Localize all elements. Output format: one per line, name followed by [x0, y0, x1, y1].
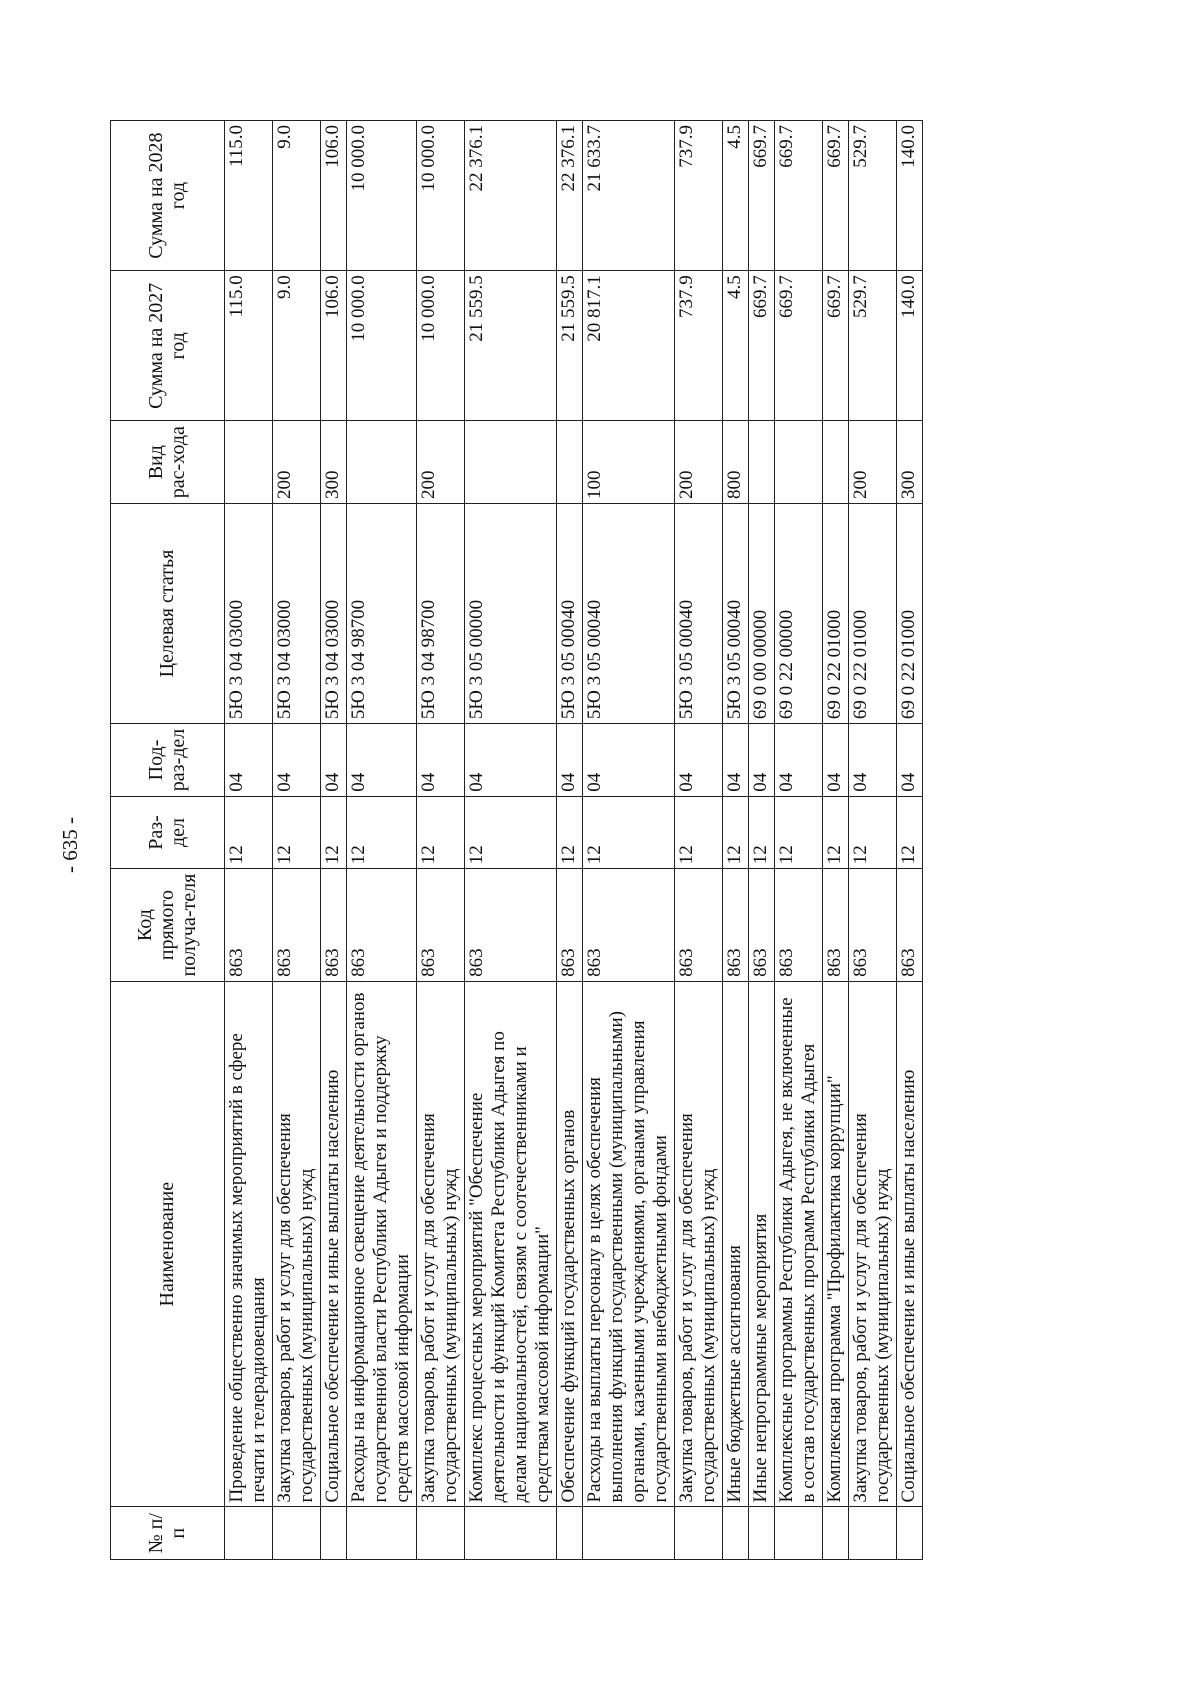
table-row [347, 121, 417, 1560]
header-row [111, 121, 225, 1560]
cell-recipient: 863 [321, 869, 347, 982]
page-number: - 635 - [58, 817, 82, 873]
cell-recipient: 863 [775, 869, 823, 982]
cell-recipient: 863 [273, 869, 321, 982]
cell-section: 12 [321, 796, 347, 869]
cell-section: 12 [417, 796, 465, 869]
cell-num [583, 1507, 675, 1560]
header-sum-2028: Сумма на 2028 год [111, 121, 225, 271]
cell-expense [225, 421, 273, 504]
cell-subsection: 04 [225, 724, 273, 797]
cell-sum-2028: 106.0 [321, 121, 347, 271]
cell-recipient: 863 [723, 869, 749, 982]
cell-target: 69 0 00 00000 [749, 503, 775, 723]
cell-name: Проведение общественно значимых мероприятий в сфере печати и телерадиовещания [225, 981, 273, 1507]
cell-name: Комплекс процессных мероприятий "Обеспечение деятельности и функций Комитета Республики Адыгея по делам национальностей, связям с соотечественниками и средствам массовой информации" [465, 981, 557, 1507]
cell-expense [347, 421, 417, 504]
header-target: Целевая статья [111, 503, 225, 723]
cell-sum-2027: 669.7 [775, 271, 823, 421]
header-name: Наименование [111, 981, 225, 1507]
cell-recipient: 863 [823, 869, 849, 982]
cell-target: 5Ю 3 04 03000 [225, 503, 273, 723]
cell-expense [557, 421, 583, 504]
cell-name: Комплексная программа "Профилактика коррупции" [823, 981, 849, 1507]
table-row [723, 121, 749, 1560]
cell-subsection: 04 [849, 724, 897, 797]
cell-sum-2028: 10 000.0 [347, 121, 417, 271]
cell-num [273, 1507, 321, 1560]
cell-num [823, 1507, 849, 1560]
header-section: Раз-дел [111, 796, 225, 869]
cell-sum-2028: 669.7 [775, 121, 823, 271]
cell-name: Закупка товаров, работ и услуг для обеспечения государственных (муниципальных) нужд [849, 981, 897, 1507]
cell-expense [775, 421, 823, 504]
cell-target: 5Ю 3 04 98700 [417, 503, 465, 723]
table-row [675, 121, 723, 1560]
cell-expense [465, 421, 557, 504]
cell-name: Расходы на выплаты персоналу в целях обеспечения выполнения функций государственными (муниципальными) органами, казенными учреждениями, органами управления государственными внебюджетными фондами [583, 981, 675, 1507]
cell-sum-2027: 737.9 [675, 271, 723, 421]
cell-section: 12 [775, 796, 823, 869]
cell-subsection: 04 [417, 724, 465, 797]
cell-sum-2027: 115.0 [225, 271, 273, 421]
cell-target: 5Ю 3 04 03000 [321, 503, 347, 723]
cell-sum-2028: 669.7 [823, 121, 849, 271]
cell-num [723, 1507, 749, 1560]
cell-num [347, 1507, 417, 1560]
cell-num [897, 1507, 923, 1560]
cell-sum-2027: 21 559.5 [465, 271, 557, 421]
cell-target: 69 0 22 01000 [897, 503, 923, 723]
cell-target: 69 0 22 00000 [775, 503, 823, 723]
cell-recipient: 863 [417, 869, 465, 982]
cell-expense: 200 [849, 421, 897, 504]
cell-name: Закупка товаров, работ и услуг для обеспечения государственных (муниципальных) нужд [675, 981, 723, 1507]
cell-subsection: 04 [775, 724, 823, 797]
cell-name: Закупка товаров, работ и услуг для обеспечения государственных (муниципальных) нужд [273, 981, 321, 1507]
table-row [465, 121, 557, 1560]
cell-recipient: 863 [749, 869, 775, 982]
cell-subsection: 04 [557, 724, 583, 797]
header-num: № п/п [111, 1507, 225, 1560]
cell-subsection: 04 [723, 724, 749, 797]
cell-target: 5Ю 3 05 00000 [465, 503, 557, 723]
cell-target: 5Ю 3 04 98700 [347, 503, 417, 723]
cell-expense: 300 [321, 421, 347, 504]
cell-recipient: 863 [849, 869, 897, 982]
cell-sum-2028: 21 633.7 [583, 121, 675, 271]
cell-sum-2027: 9.0 [273, 271, 321, 421]
cell-subsection: 04 [273, 724, 321, 797]
cell-sum-2027: 10 000.0 [347, 271, 417, 421]
cell-num [749, 1507, 775, 1560]
table-row [583, 121, 675, 1560]
cell-expense: 800 [723, 421, 749, 504]
header-expense: Вид рас-хода [111, 421, 225, 504]
cell-section: 12 [675, 796, 723, 869]
cell-target: 5Ю 3 04 03000 [273, 503, 321, 723]
cell-section: 12 [225, 796, 273, 869]
cell-sum-2028: 9.0 [273, 121, 321, 271]
cell-target: 69 0 22 01000 [823, 503, 849, 723]
cell-recipient: 863 [557, 869, 583, 982]
cell-section: 12 [273, 796, 321, 869]
cell-sum-2027: 140.0 [897, 271, 923, 421]
cell-num [321, 1507, 347, 1560]
table-row [273, 121, 321, 1560]
table-body [225, 121, 923, 1560]
cell-recipient: 863 [465, 869, 557, 982]
cell-subsection: 04 [583, 724, 675, 797]
cell-name: Расходы на информационное освещение деятельности органов государственной власти Республики Адыгея и поддержку средств массовой информации [347, 981, 417, 1507]
cell-section: 12 [897, 796, 923, 869]
cell-recipient: 863 [347, 869, 417, 982]
cell-section: 12 [749, 796, 775, 869]
cell-expense: 200 [273, 421, 321, 504]
cell-sum-2028: 529.7 [849, 121, 897, 271]
cell-sum-2028: 140.0 [897, 121, 923, 271]
cell-expense [749, 421, 775, 504]
cell-section: 12 [849, 796, 897, 869]
table-row [321, 121, 347, 1560]
cell-subsection: 04 [823, 724, 849, 797]
cell-sum-2028: 22 376.1 [465, 121, 557, 271]
cell-recipient: 863 [225, 869, 273, 982]
cell-sum-2027: 4.5 [723, 271, 749, 421]
header-subsection: Под-раз-дел [111, 724, 225, 797]
cell-name: Закупка товаров, работ и услуг для обеспечения государственных (муниципальных) нужд [417, 981, 465, 1507]
cell-sum-2028: 4.5 [723, 121, 749, 271]
cell-recipient: 863 [897, 869, 923, 982]
cell-target: 69 0 22 01000 [849, 503, 897, 723]
table-row [417, 121, 465, 1560]
cell-subsection: 04 [749, 724, 775, 797]
cell-sum-2027: 20 817.1 [583, 271, 675, 421]
cell-num [465, 1507, 557, 1560]
cell-sum-2028: 737.9 [675, 121, 723, 271]
header-sum-2027: Сумма на 2027 год [111, 271, 225, 421]
cell-expense: 200 [417, 421, 465, 504]
cell-sum-2027: 10 000.0 [417, 271, 465, 421]
table-row [557, 121, 583, 1560]
table-row [225, 121, 273, 1560]
cell-target: 5Ю 3 05 00040 [723, 503, 749, 723]
cell-sum-2027: 21 559.5 [557, 271, 583, 421]
cell-name: Иные бюджетные ассигнования [723, 981, 749, 1507]
cell-sum-2028: 669.7 [749, 121, 775, 271]
table-row [775, 121, 823, 1560]
cell-subsection: 04 [675, 724, 723, 797]
cell-recipient: 863 [675, 869, 723, 982]
table-row [849, 121, 897, 1560]
cell-section: 12 [723, 796, 749, 869]
cell-subsection: 04 [347, 724, 417, 797]
cell-sum-2027: 669.7 [823, 271, 849, 421]
cell-num [417, 1507, 465, 1560]
cell-sum-2027: 106.0 [321, 271, 347, 421]
cell-section: 12 [465, 796, 557, 869]
table-row [897, 121, 923, 1560]
cell-expense: 100 [583, 421, 675, 504]
cell-section: 12 [583, 796, 675, 869]
cell-sum-2027: 529.7 [849, 271, 897, 421]
cell-target: 5Ю 3 05 00040 [583, 503, 675, 723]
table-row [823, 121, 849, 1560]
table-row [749, 121, 775, 1560]
cell-expense [823, 421, 849, 504]
cell-target: 5Ю 3 05 00040 [557, 503, 583, 723]
cell-section: 12 [823, 796, 849, 869]
cell-name: Комплексные программы Республики Адыгея, не включенные в состав государственных программ Республики Адыгея [775, 981, 823, 1507]
cell-expense: 300 [897, 421, 923, 504]
cell-num [849, 1507, 897, 1560]
cell-sum-2028: 115.0 [225, 121, 273, 271]
cell-section: 12 [347, 796, 417, 869]
cell-sum-2027: 669.7 [749, 271, 775, 421]
cell-num [225, 1507, 273, 1560]
cell-num [675, 1507, 723, 1560]
cell-num [557, 1507, 583, 1560]
cell-subsection: 04 [897, 724, 923, 797]
cell-name: Социальное обеспечение и иные выплаты населению [321, 981, 347, 1507]
cell-recipient: 863 [583, 869, 675, 982]
cell-sum-2028: 10 000.0 [417, 121, 465, 271]
cell-name: Обеспечение функций государственных органов [557, 981, 583, 1507]
cell-name: Социальное обеспечение и иные выплаты населению [897, 981, 923, 1507]
cell-target: 5Ю 3 05 00040 [675, 503, 723, 723]
cell-subsection: 04 [321, 724, 347, 797]
cell-section: 12 [557, 796, 583, 869]
cell-name: Иные непрограммные мероприятия [749, 981, 775, 1507]
rotated-page-content [110, 120, 1125, 1560]
header-recipient: Код прямого получа-теля [111, 869, 225, 982]
cell-expense: 200 [675, 421, 723, 504]
cell-subsection: 04 [465, 724, 557, 797]
budget-table [110, 120, 923, 1560]
cell-sum-2028: 22 376.1 [557, 121, 583, 271]
cell-num [775, 1507, 823, 1560]
